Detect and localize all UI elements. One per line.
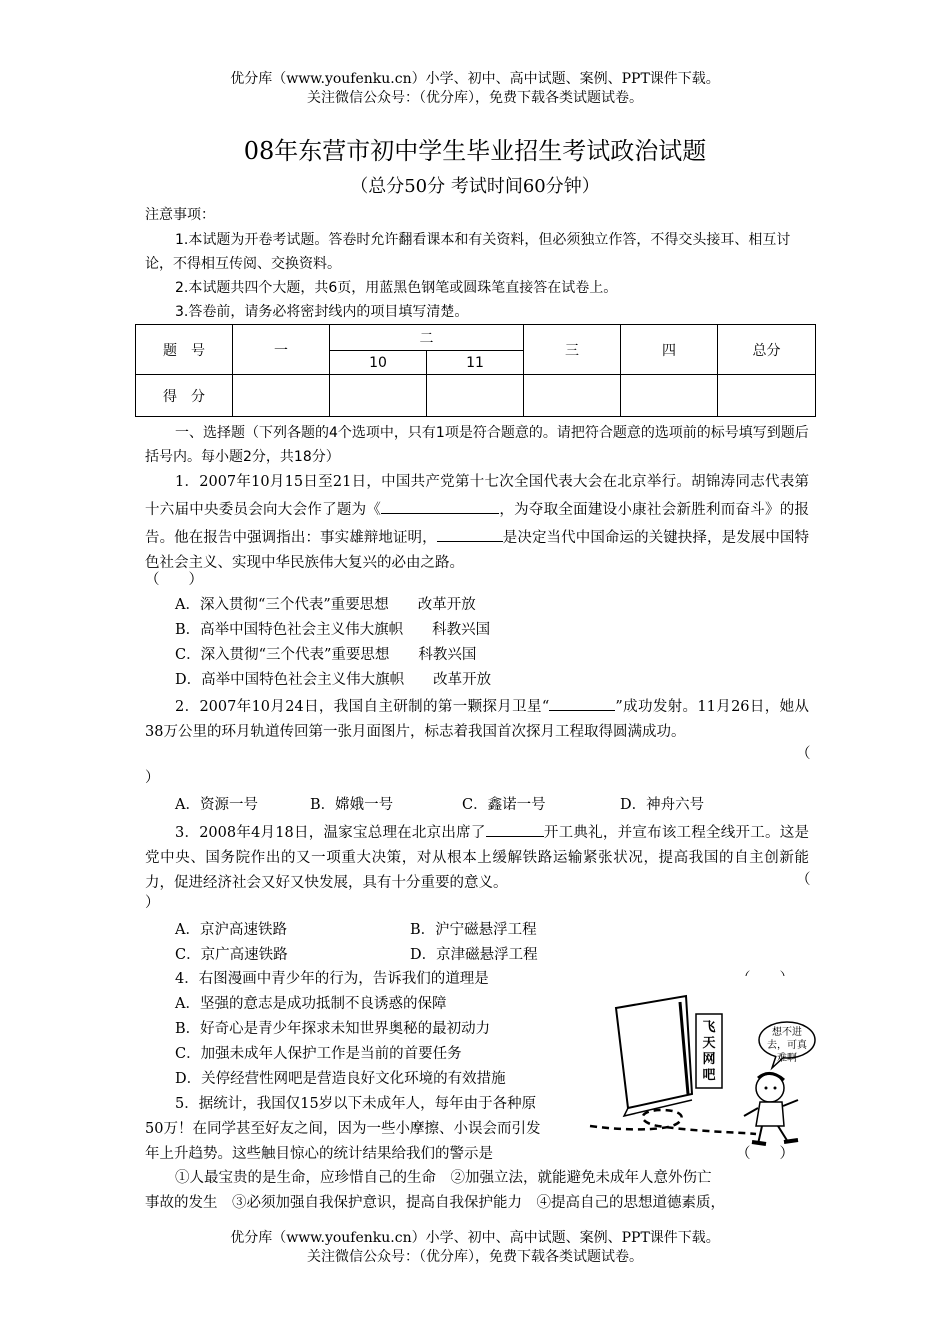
q3-option-d: D．京津磁悬浮工程 bbox=[410, 947, 538, 963]
col-section-2: 二 bbox=[330, 325, 524, 351]
q4-option-a: A．坚强的意志是成功抵制不良诱惑的保障 bbox=[175, 996, 447, 1012]
col-section-4: 四 bbox=[621, 325, 718, 375]
q1-blank-2 bbox=[437, 523, 503, 542]
cartoon bbox=[588, 976, 818, 1148]
row-label-score: 得 分 bbox=[136, 375, 233, 417]
q2-paren-close: ） bbox=[145, 770, 160, 786]
q3-option-b: B．沪宁磁悬浮工程 bbox=[410, 922, 537, 938]
dashed-footpath bbox=[590, 1110, 756, 1134]
q2-blank bbox=[549, 692, 615, 711]
footer-line-2: 关注微信公众号：（优分库），免费下载各类试题试卷。 bbox=[307, 1249, 643, 1265]
section-1-heading: 一、选择题（下列各题的4个选项中，只有1项是符合题意的。请把符合题意的选项前的标号填写到题后括号内。每小题2分，共18分） bbox=[145, 425, 809, 465]
q3-paren-open: （ bbox=[796, 872, 811, 888]
note-3: 3.答卷前，请务必将密封线内的项目填写清楚。 bbox=[175, 304, 469, 320]
q1-text-3: 是决定当代中国命运的关键抉择，是发展中国特色社会主义、实现中华民族伟大复兴的必由之路。 bbox=[145, 530, 810, 571]
boy-eye bbox=[774, 1087, 777, 1090]
q3-option-c: C．京广高速铁路 bbox=[175, 947, 288, 963]
q5-line-2: 50万！在同学甚至好友之间，因为一些小摩擦、小误会而引发 bbox=[145, 1121, 541, 1137]
score-table bbox=[135, 324, 816, 417]
q2-text-2: ”成功发射。11月26日，她从38万公里的环月轨道传回第一张月面图片，标志着我国首次探月工程取得圆满成功。 bbox=[145, 699, 809, 740]
q3-text-1: 3．2008年4月18日，温家宝总理在北京出席了 bbox=[175, 825, 486, 841]
q1-blank-1 bbox=[381, 495, 499, 514]
notes-heading: 注意事项： bbox=[145, 207, 215, 223]
cartoon-bubble-text: 想不进去，可真难啊 bbox=[767, 1027, 807, 1064]
q5-line-4: ①人最宝贵的是生命，应珍惜自己的生命 ②加强立法，就能避免未成年人意外伤亡 bbox=[175, 1170, 712, 1186]
q5-line-1: 5．据统计，我国仅15岁以下未成年人，每年由于各种原 bbox=[175, 1096, 537, 1112]
q4-option-b: B．好奇心是青少年探求未知世界奥秘的最初动力 bbox=[175, 1021, 491, 1037]
page-title: 08年东营市初中学生毕业招生考试政治试题 bbox=[243, 137, 707, 165]
q3-blank bbox=[486, 818, 544, 837]
page-subtitle: （总分50分 考试时间60分钟） bbox=[350, 176, 600, 197]
col-section-3: 三 bbox=[524, 325, 621, 375]
score-cell-1[interactable] bbox=[233, 375, 330, 417]
q3-text-2: 开工典礼，并宣布该工程全线开工。这是党中央、国务院作出的又一项重大决策，对从根本上缓解铁路运输紧张状况，提高我国的自主创新能力，促进经济社会又好又快发展，具有十分重要的意义。 bbox=[145, 825, 809, 891]
q1-text-1: 1．2007年10月15日至21日，中国共产党第十七次全国代表大会在北京举行。胡锦涛同志代表第十六届中央委员会向大会作了题为《 bbox=[145, 474, 809, 518]
q4-option-d: D．关停经营性网吧是营造良好文化环境的有效措施 bbox=[175, 1071, 506, 1087]
note-2: 2.本试题共四个大题，共6页，用蓝黑色钢笔或圆珠笔直接答在试卷上。 bbox=[175, 280, 618, 296]
score-cell-total[interactable] bbox=[718, 375, 816, 417]
score-cell-2a[interactable] bbox=[330, 375, 427, 417]
question-2 bbox=[145, 692, 809, 745]
q2-option-d: D．神舟六号 bbox=[620, 797, 705, 813]
score-cell-4[interactable] bbox=[621, 375, 718, 417]
boy-body bbox=[756, 1102, 784, 1126]
q2-text-1: 2．2007年10月24日，我国自主研制的第一颗探月卫星“ bbox=[175, 699, 550, 715]
q1-answer-paren: （ ） bbox=[145, 572, 203, 588]
col-section-1: 一 bbox=[233, 325, 330, 375]
q3-paren-close: ） bbox=[145, 895, 160, 911]
question-3 bbox=[145, 818, 809, 896]
q2-option-a: A．资源一号 bbox=[175, 797, 258, 813]
header-line-2: 关注微信公众号：（优分库），免费下载各类试题试卷。 bbox=[307, 90, 643, 106]
q4-option-c: C．加强未成年人保护工作是当前的首要任务 bbox=[175, 1046, 462, 1062]
q1-text-2: ，为夺取全面建设小康社会新胜利而奋斗》的报告。他在报告中强调指出：事实雄辩地证明， bbox=[145, 502, 809, 546]
boy-eye bbox=[765, 1087, 768, 1090]
q5-line-3: 年上升趋势。这些触目惊心的统计结果给我们的警示是 bbox=[145, 1146, 493, 1162]
q3-option-a: A．京沪高速铁路 bbox=[175, 922, 287, 938]
question-1 bbox=[145, 470, 809, 576]
row-label-question: 题 号 bbox=[136, 325, 233, 375]
note-1: 1.本试题为开卷考试题。答卷时允许翻看课本和有关资料，但必须独立作答，不得交头接耳、相互讨论，不得相互传阅、交换资料。 bbox=[145, 232, 791, 272]
q1-option-c: C．深入贯彻“三个代表”重要思想 科教兴国 bbox=[175, 647, 477, 663]
header-line-1: 优分库（www.youfenku.cn）小学、初中、高中试题、案例、PPT课件下载。 bbox=[230, 71, 720, 87]
q2-option-b: B．嫦娥一号 bbox=[310, 797, 394, 813]
q2-option-c: C．鑫诺一号 bbox=[462, 797, 546, 813]
col-total: 总分 bbox=[718, 325, 816, 375]
q1-option-a: A．深入贯彻“三个代表”重要思想 改革开放 bbox=[175, 597, 476, 613]
cartoon-sign-text: 飞天网吧 bbox=[702, 1020, 716, 1083]
col-section-2-q11: 11 bbox=[427, 351, 524, 375]
score-cell-3[interactable] bbox=[524, 375, 621, 417]
q2-paren-open: （ bbox=[796, 746, 811, 762]
score-cell-2b[interactable] bbox=[427, 375, 524, 417]
q1-option-b: B．高举中国特色社会主义伟大旗帜 科教兴国 bbox=[175, 622, 491, 638]
q1-option-d: D．高举中国特色社会主义伟大旗帜 改革开放 bbox=[175, 672, 492, 688]
footer-line-1: 优分库（www.youfenku.cn）小学、初中、高中试题、案例、PPT课件下载。 bbox=[230, 1230, 720, 1246]
q5-line-5: 事故的发生 ③必须加强自我保护意识，提高自我保护能力 ④提高自己的思想道德素质， bbox=[145, 1195, 725, 1211]
q4-stem: 4．右图漫画中青少年的行为，告诉我们的道理是 bbox=[175, 971, 489, 987]
q5-answer-paren: （ ） bbox=[736, 1146, 794, 1162]
col-section-2-q10: 10 bbox=[330, 351, 427, 375]
